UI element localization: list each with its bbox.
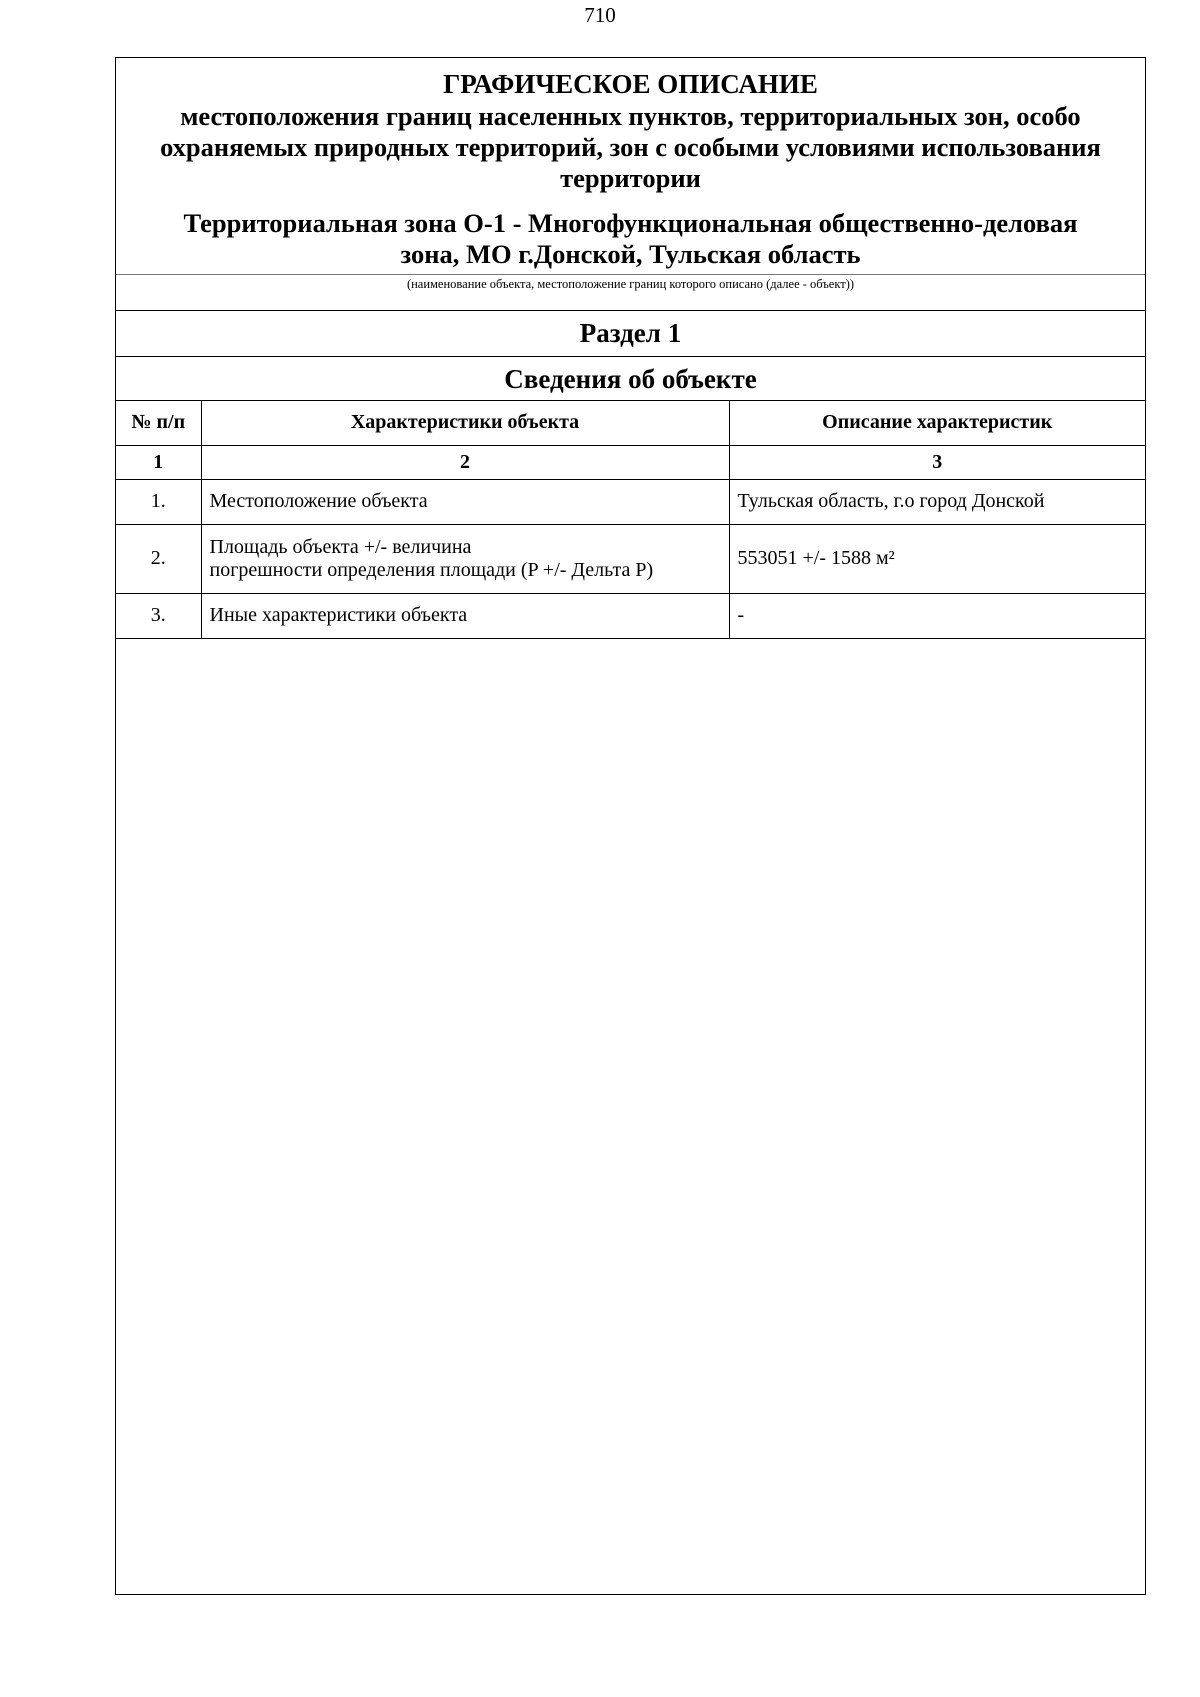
row-characteristic-line: погрешности определения площади (P +/- Дельта P) xyxy=(209,558,654,581)
page-number: 710 xyxy=(584,3,616,27)
subtitle-line: местоположения границ населенных пунктов, территориальных зон, особо xyxy=(180,101,1081,131)
row-number: 2. xyxy=(116,524,201,593)
row-characteristic-line: Площадь объекта +/- величина xyxy=(209,535,472,558)
object-info-table xyxy=(116,401,1145,639)
caption-rule xyxy=(116,274,1145,275)
column-header-characteristic: Характеристики объекта xyxy=(201,401,729,445)
row-description: - xyxy=(729,593,1145,638)
row-description: Тульская область, г.о город Донской xyxy=(729,479,1145,524)
object-caption: (наименование объекта, местоположение границ которого описано (далее - объект)) xyxy=(406,277,855,291)
row-characteristic xyxy=(201,524,729,593)
row-characteristic: Местоположение объекта xyxy=(201,479,729,524)
table-row xyxy=(116,524,1145,593)
table-row xyxy=(116,479,1145,524)
column-header-description: Описание характеристик xyxy=(729,401,1145,445)
document-header xyxy=(116,58,1145,276)
zone-title-line: зона, МО г.Донской, Тульская область xyxy=(400,239,861,269)
row-description: 553051 +/- 1588 м² xyxy=(729,524,1145,593)
column-number: 2 xyxy=(201,445,729,479)
column-number: 3 xyxy=(729,445,1145,479)
section-subtitle: Сведения об объекте xyxy=(504,364,757,394)
document-title: ГРАФИЧЕСКОЕ ОПИСАНИЕ xyxy=(443,69,818,99)
row-number: 1. xyxy=(116,479,201,524)
column-header-number: № п/п xyxy=(116,401,201,445)
row-number: 3. xyxy=(116,593,201,638)
column-number: 1 xyxy=(116,445,201,479)
document-frame xyxy=(115,57,1146,1595)
document-subtitle xyxy=(116,101,1145,194)
section-title: Раздел 1 xyxy=(579,318,682,348)
subtitle-line: территории xyxy=(560,163,701,193)
zone-title-line: Территориальная зона О-1 - Многофункциональная общественно-деловая xyxy=(183,208,1078,238)
zone-title xyxy=(116,208,1145,270)
table-header-row xyxy=(116,401,1145,445)
row-characteristic: Иные характеристики объекта xyxy=(201,593,729,638)
table-row xyxy=(116,593,1145,638)
subtitle-line: охраняемых природных территорий, зон с особыми условиями использования xyxy=(160,132,1101,162)
table-column-numbers-row xyxy=(116,445,1145,479)
